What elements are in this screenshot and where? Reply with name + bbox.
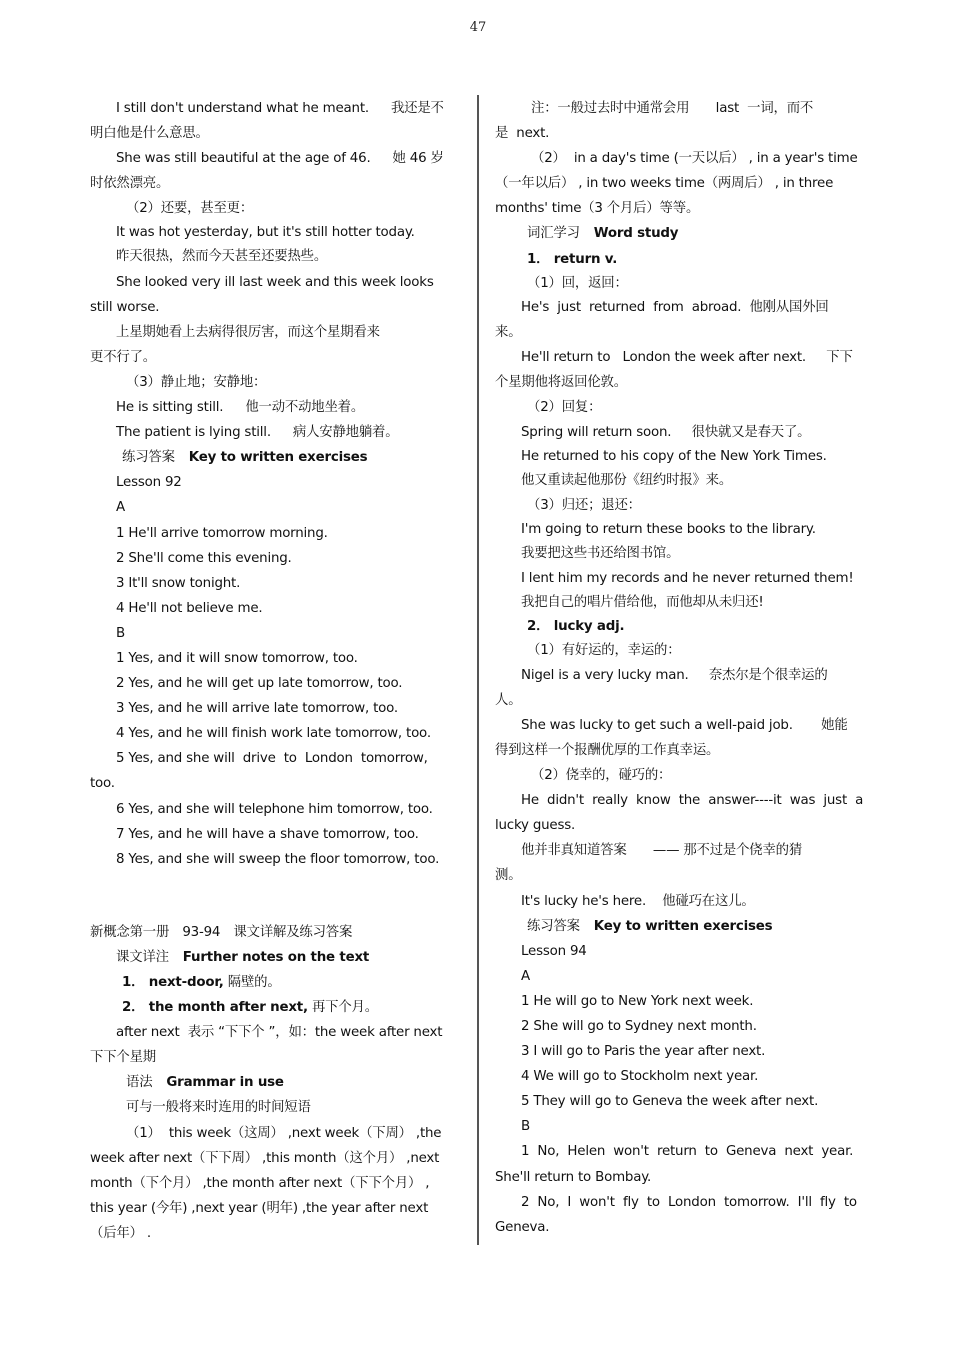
- answer-line: 2 No, I won't fly to London tomorrow. I'll fly to: [521, 1194, 857, 1210]
- example-line: 他并非真知道答案 —— 那不过是个侥幸的猜: [521, 843, 803, 859]
- example-line: He is sitting still. 他一动不动地坐着。: [116, 400, 365, 416]
- example-line: 测。: [495, 868, 522, 884]
- note-item: 1． next-door, 隔壁的。: [122, 975, 281, 990]
- answer-line: 4 He'll not believe me.: [116, 600, 263, 616]
- example-line: 他又重读起他那份《纽约时报》来。: [521, 473, 733, 489]
- example-line: 更不行了。: [90, 349, 156, 365]
- example-line: She was lucky to get such a well-paid job. 她能: [521, 717, 848, 733]
- grammar-heading: 语法 Grammar in use: [126, 1075, 284, 1091]
- sense-heading: （2）还要，甚至更：: [126, 201, 254, 217]
- part-label: A: [521, 968, 530, 984]
- example-line: She was still beautiful at the age of 46. 她 46 岁: [116, 151, 444, 167]
- answer-line: 2 She will go to Sydney next month.: [521, 1019, 757, 1034]
- grammar-intro: 可与一般将来时连用的时间短语: [126, 1100, 311, 1116]
- sense-heading: （2）侥幸的，碰巧的：: [531, 768, 672, 784]
- example-line: 人。: [495, 692, 522, 708]
- example-line: 来。: [495, 324, 522, 340]
- page-number: 47: [469, 20, 487, 35]
- answer-line: 4 We will go to Stockholm next year.: [521, 1069, 759, 1085]
- part-label: B: [521, 1119, 530, 1135]
- phrase-line: （一年以后） , in two weeks time（两周后） , in three: [495, 176, 834, 192]
- grammar-line: （1） this week（这周） ,next week（下周） ,the: [126, 1125, 442, 1141]
- grammar-line: （后年） .: [90, 1225, 151, 1241]
- word-study-heading: 词汇学习 Word study: [527, 226, 679, 242]
- answer-line: 1 He will go to New York next week.: [521, 993, 754, 1009]
- example-line: The patient is lying still. 病人安静地躺着。: [116, 425, 399, 441]
- phrase-line: （2） in a day's time (一天以后） , in a year's time: [531, 151, 858, 167]
- example-line: 上星期她看上去病得很厉害，而这个星期看来: [116, 324, 380, 340]
- sense-heading: （3）静止地；安静地：: [126, 374, 267, 390]
- part-label: B: [116, 625, 125, 641]
- example-line: 时依然漂亮。: [90, 176, 170, 192]
- key-heading: 练习答案 Key to written exercises: [527, 918, 773, 934]
- example-line: He returned to his copy of the New York Times.: [521, 449, 827, 465]
- answer-line: 1 No, Helen won't return to Geneva next year.: [521, 1144, 854, 1160]
- note-line: 是 next.: [495, 126, 550, 142]
- example-line: I lent him my records and he never returned them!: [521, 570, 854, 586]
- example-line: It's lucky he's here. 他碰巧在这儿。: [521, 893, 755, 909]
- word-heading: 1． return v.: [527, 251, 618, 267]
- grammar-line: month（下个月） ,the month after next（下下个月） ,: [90, 1175, 430, 1191]
- example-line: lucky guess.: [495, 818, 576, 834]
- note-line: 注：一般过去时中通常会用 last 一词，而不: [531, 101, 814, 116]
- example-line: He didn't really know the answer----it was just a: [521, 793, 864, 809]
- answer-line: 4 Yes, and he will finish work late tomorrow, too.: [116, 726, 431, 742]
- section-gap: [90, 872, 462, 920]
- example-line: I'm going to return these books to the library.: [521, 522, 816, 538]
- answer-line: too.: [90, 776, 115, 792]
- answer-line: 2 She'll come this evening.: [116, 550, 292, 566]
- section-title: 新概念第一册 93-94 课文详解及练习答案: [90, 924, 353, 940]
- example-line: 得到这样一个报酬优厚的工作真幸运。: [495, 742, 720, 758]
- notes-heading: 课文详注 Further notes on the text: [116, 949, 370, 965]
- example-line: 个星期他将返回伦敦。: [495, 374, 627, 390]
- answer-line: 3 Yes, and he will arrive late tomorrow, too.: [116, 701, 398, 717]
- answer-line: 7 Yes, and he will have a shave tomorrow, too.: [116, 826, 419, 842]
- answer-line: 1 He'll arrive tomorrow morning.: [116, 525, 328, 541]
- answer-line: 5 They will go to Geneva the week after next.: [521, 1094, 819, 1110]
- example-line: 明白他是什么意思。: [90, 126, 209, 142]
- example-line: Nigel is a very lucky man. 奈杰尔是个很幸运的: [521, 667, 828, 683]
- answer-line: 3 It'll snow tonight.: [116, 575, 241, 591]
- note-item: 2． the month after next, 再下个月。: [122, 1000, 378, 1016]
- example-line: She looked very ill last week and this week looks: [116, 274, 434, 290]
- answer-line: Geneva.: [495, 1219, 550, 1235]
- answer-line: 3 I will go to Paris the year after next.: [521, 1044, 766, 1060]
- example-line: 昨天很热，然而今天甚至还要热些。: [116, 249, 328, 265]
- lesson-label: Lesson 92: [116, 475, 182, 491]
- sense-heading: （2）回复：: [527, 400, 602, 416]
- sense-heading: （1）回，返回：: [527, 275, 628, 291]
- explanation-line: 下下个星期: [90, 1050, 156, 1066]
- example-line: still worse.: [90, 299, 160, 315]
- example-line: 我要把这些书还给图书馆。: [521, 546, 680, 562]
- example-line: 我把自己的唱片借给他，而他却从未归还!: [521, 594, 764, 610]
- example-line: I still don't understand what he meant. 我还是不: [116, 101, 444, 116]
- answer-line: 1 Yes, and it will snow tomorrow, too.: [116, 650, 358, 666]
- answer-line: She'll return to Bombay.: [495, 1169, 652, 1185]
- lesson-label: Lesson 94: [521, 943, 587, 959]
- grammar-line: this year (今年) ,next year (明年) ,the year after next: [90, 1200, 429, 1216]
- phrase-line: months' time（3 个月后）等等。: [495, 201, 700, 217]
- answer-line: 5 Yes, and she will drive to London tomorrow,: [116, 751, 428, 767]
- part-label: A: [116, 500, 125, 516]
- left-column: [90, 96, 462, 1246]
- right-column: [495, 96, 867, 1240]
- key-heading: 练习答案 Key to written exercises: [122, 450, 368, 466]
- answer-line: 2 Yes, and he will get up late tomorrow, too.: [116, 676, 403, 692]
- example-line: It was hot yesterday, but it's still hotter today.: [116, 225, 415, 241]
- answer-line: 6 Yes, and she will telephone him tomorrow, too.: [116, 801, 433, 817]
- word-heading: 2． lucky adj.: [527, 618, 625, 634]
- sense-heading: （1）有好运的，幸运的：: [527, 642, 681, 658]
- sense-heading: （3）归还；退还：: [527, 498, 641, 514]
- answer-line: 8 Yes, and she will sweep the floor tomorrow, too.: [116, 851, 440, 867]
- explanation-line: after next 表示 “下下个 ”，如：the week after next: [116, 1025, 443, 1041]
- column-divider: [477, 95, 479, 1245]
- example-line: Spring will return soon. 很快就又是春天了。: [521, 425, 811, 441]
- example-line: He'll return to London the week after next. 下下: [521, 349, 853, 365]
- example-line: He's just returned from abroad. 他刚从国外回: [521, 299, 829, 315]
- grammar-line: week after next（下下周） ,this month（这个月） ,next: [90, 1150, 440, 1166]
